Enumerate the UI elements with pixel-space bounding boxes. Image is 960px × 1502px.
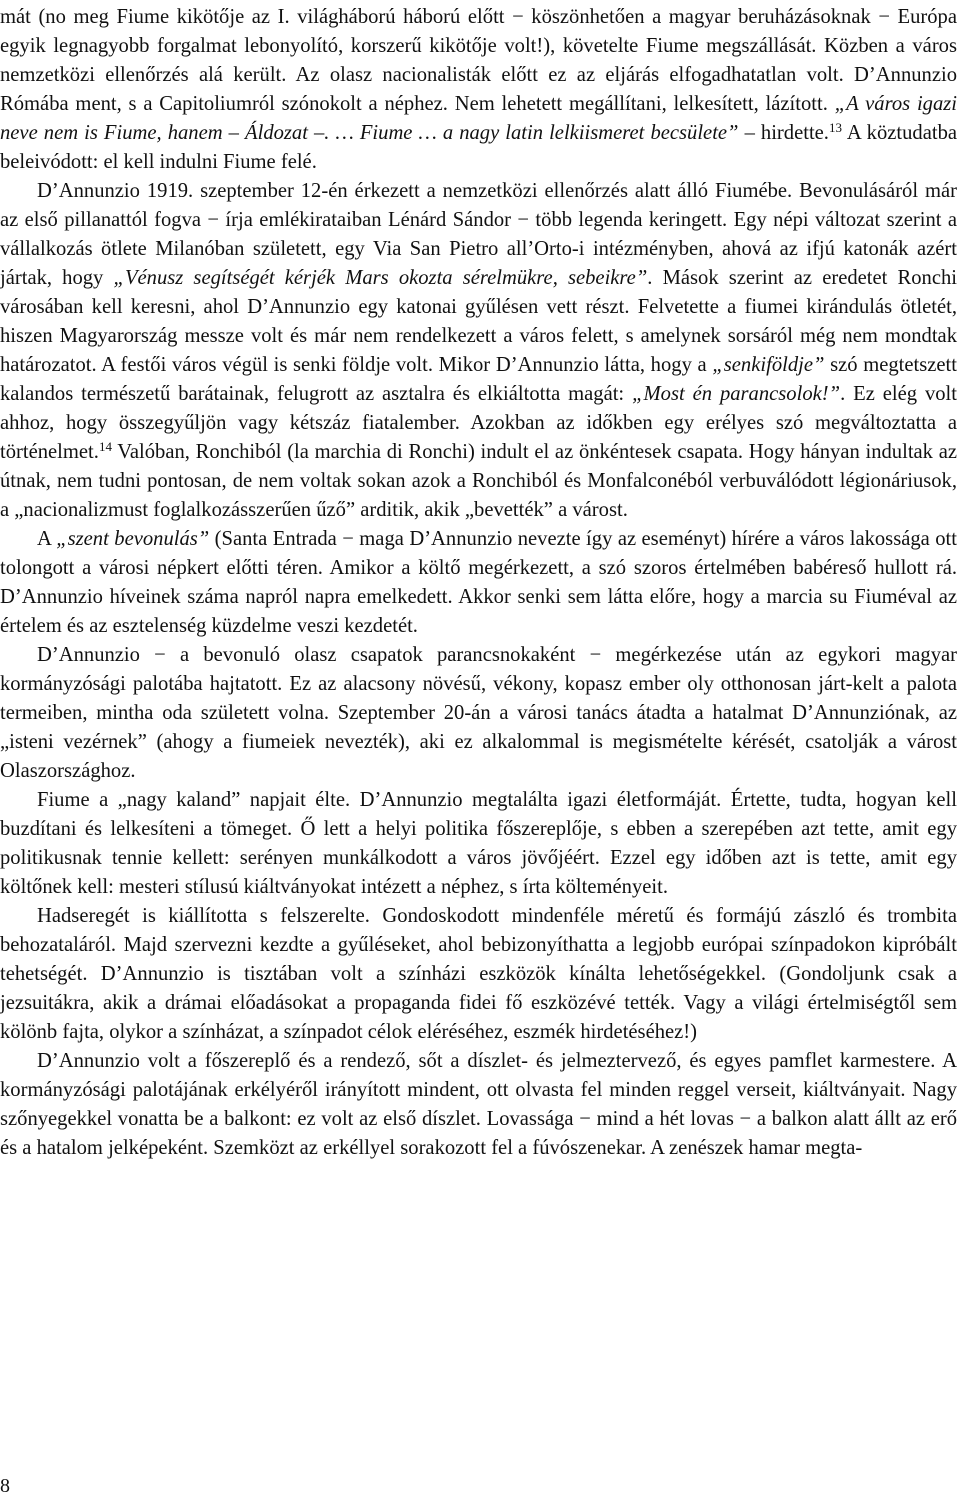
p1-quote: „A város igazi neve nem is Fiume, hanem – Áldozat –. … Fiume … a nagy latin lelkiismeret becsülete” bbox=[0, 93, 957, 144]
p3-quote: „szent bevonulás” bbox=[56, 528, 210, 550]
body-text bbox=[0, 3, 957, 1163]
p1-text-2: – hirdette. bbox=[738, 122, 829, 144]
p2-quote-parancsolok: „Most én parancsolok!” bbox=[632, 383, 841, 405]
p3-text-1: A bbox=[37, 528, 57, 550]
paragraph-6: Hadseregét is kiállította s felszerelte. Gondoskodott mindenféle méretű és formájú zászló és trombita behozataláról. Majd szervezni kezdte a gyűléseket, ahol bebizonyíthatta a legjobb európai színpadokon kipróbált tehetségét. D’Annunzio is tisztában volt a színházi eszközök kínálta lehetőségekkel. (Gondoljunk csak a jezsuitákra, akik a drámai előadásokat a propaganda fidei fő eszközévé tették. Vagy a világi értelmiségtől sem kölönb fajta, olykor a színházat, a színpadot célok eléréséhez, eszmék hirdetéséhez!) bbox=[0, 905, 957, 1043]
footnote-ref-14[interactable]: 14 bbox=[98, 439, 112, 454]
p2-quote-senkifoldje: „senkiföldje” bbox=[712, 354, 825, 376]
paragraph-2 bbox=[0, 177, 957, 525]
p2-quote-venusz: „Vénusz segítségét kérjék Mars okozta sérelmükre, sebeikre” bbox=[113, 267, 648, 289]
page-number: 8 bbox=[0, 1475, 10, 1497]
paragraph-7: D’Annunzio volt a főszereplő és a rendező, sőt a díszlet- és jelmeztervező, és egyes pamflet karmestere. A kormányzósági palotájának erkélyéről irányított mindent, ott olvasta fel minden reggel verseit, kiáltványait. Nagy szőnyegekkel vonatta be a balkont: ez volt az első díszlet. Lovassága − mind a hét lovas − a balkon alatt állt az erő és a hatalom jelképeként. Szemközt az erkéllyel sorakozott fel a fúvószenekar. A zenészek hamar megta- bbox=[0, 1050, 957, 1159]
paragraph-1 bbox=[0, 3, 957, 177]
p2-text-3: szó megtetszett kalandos természetű barátainak, felugrott az asztalra és elkiáltotta magát: bbox=[0, 354, 957, 405]
paragraph-4: D’Annunzio − a bevonuló olasz csapatok parancsnokaként − megérkezése után az egykori magyar kormányzósági palotába hajtatott. Ez az alacsony növésű, vékony, kopasz ember oly otthonosan járt-kelt a palota termeiben, mintha oda született volna. Szeptember 20-án a városi tanács átadta a hatalmat D’Annunziónak, az „isteni vezérnek” (ahogy a fiumeiek nevezték), aki ez alkalommal is megismételte kérését, csatolják a várost Olaszországhoz. bbox=[0, 644, 957, 782]
p3-text-2: (Santa Entrada − maga D’Annunzio nevezte így az eseményt) hírére a város lakossága ott tolongott a városi népkert előtti téren. Amikor a költő megérkezett, a szó szoros értelmében babéreső hullott rá. D’Annunzio híveinek száma napról napra emelkedett. Akkor senki sem látta előre, hogy a marcia su Fiuméval az értelem és az esztelenség küzdelme veszi kezdetét. bbox=[0, 528, 957, 637]
p2-text-4: . Ez elég volt ahhoz, hogy összegyűljön vagy kétszáz fiatalember. Azokban az időkben egy erélyes szó megváltoztatta a történelmet. bbox=[0, 383, 957, 463]
p2-text-2: . Mások szerint az eredetet Ronchi városában kell keresni, ahol D’Annunzio egy katonai gyűlésen vett részt. Felvetette a fiumei kirándulás ötletét, hiszen Magyarország messze volt és már nem rendelkezett a város felett, s amelynek sorsáról még nem mondtak határozatot. A festői város végül is senki földje volt. Mikor D’Annunzio látta, hogy a bbox=[0, 267, 957, 376]
footnote-ref-13[interactable]: 13 bbox=[828, 120, 842, 135]
p1-text-3: A köztudatba beleivódott: el kell indulni Fiume felé. bbox=[0, 122, 958, 173]
paragraph-3 bbox=[0, 525, 957, 641]
p1-text-1: mát (no meg Fiume kikötője az I. világháború háború előtt − köszönhetően a magyar beruházásoknak − Európa egyik legnagyobb forgalmat lebonyolító, korszerű kikötője volt!), követelte Fiume megszállását. Közben a város nemzetközi ellenőrzés alá került. Az olasz nacionalisták előtt ez az eljárás elfogadhatatlan volt. D’Annunzio Rómába ment, s a Capitoliumról szónokolt a néphez. Nem lehetett megállítani, lelkesített, lázított. bbox=[0, 6, 957, 115]
p2-text-5: Valóban, Ronchiból (la marchia di Ronchi) indult el az önkéntesek csapata. Hogy hányan indultak az útnak, nem tudni pontosan, de nem voltak sokan azok a Ronchiból és Monfalconéból verbuválódott légionáriusok, a „nacionalizmust foglalkozásszerűen űző” arditik, akik „bevették” a várost. bbox=[0, 441, 957, 521]
paragraph-5: Fiume a „nagy kaland” napjait élte. D’Annunzio megtalálta igazi életformáját. Értette, tudta, hogyan kell buzdítani és lelkesíteni a tömeget. Ő lett a helyi politika főszereplője, s ebben a szerepében azt tette, amit egy politikusnak tennie kellett: serényen munkálkodott a város jövőjéért. Ezzel egy időben azt is tette, amit egy költőnek kell: mesteri stílusú kiáltványokat intézett a néphez, s írta költeményeit. bbox=[0, 789, 957, 898]
p2-text-1: D’Annunzio 1919. szeptember 12-én érkezett a nemzetközi ellenőrzés alatt álló Fiumébe. Bevonulásáról már az első pillanattól fogva − írja emlékirataiban Lénárd Sándor − több legenda keringett. Egy népi változat szerint a vállalkozás ötlete Milanóban született, egy Via San Pietro all’Orto-i intézményben, ahová az ifjú katonák azért jártak, hogy bbox=[0, 180, 957, 289]
